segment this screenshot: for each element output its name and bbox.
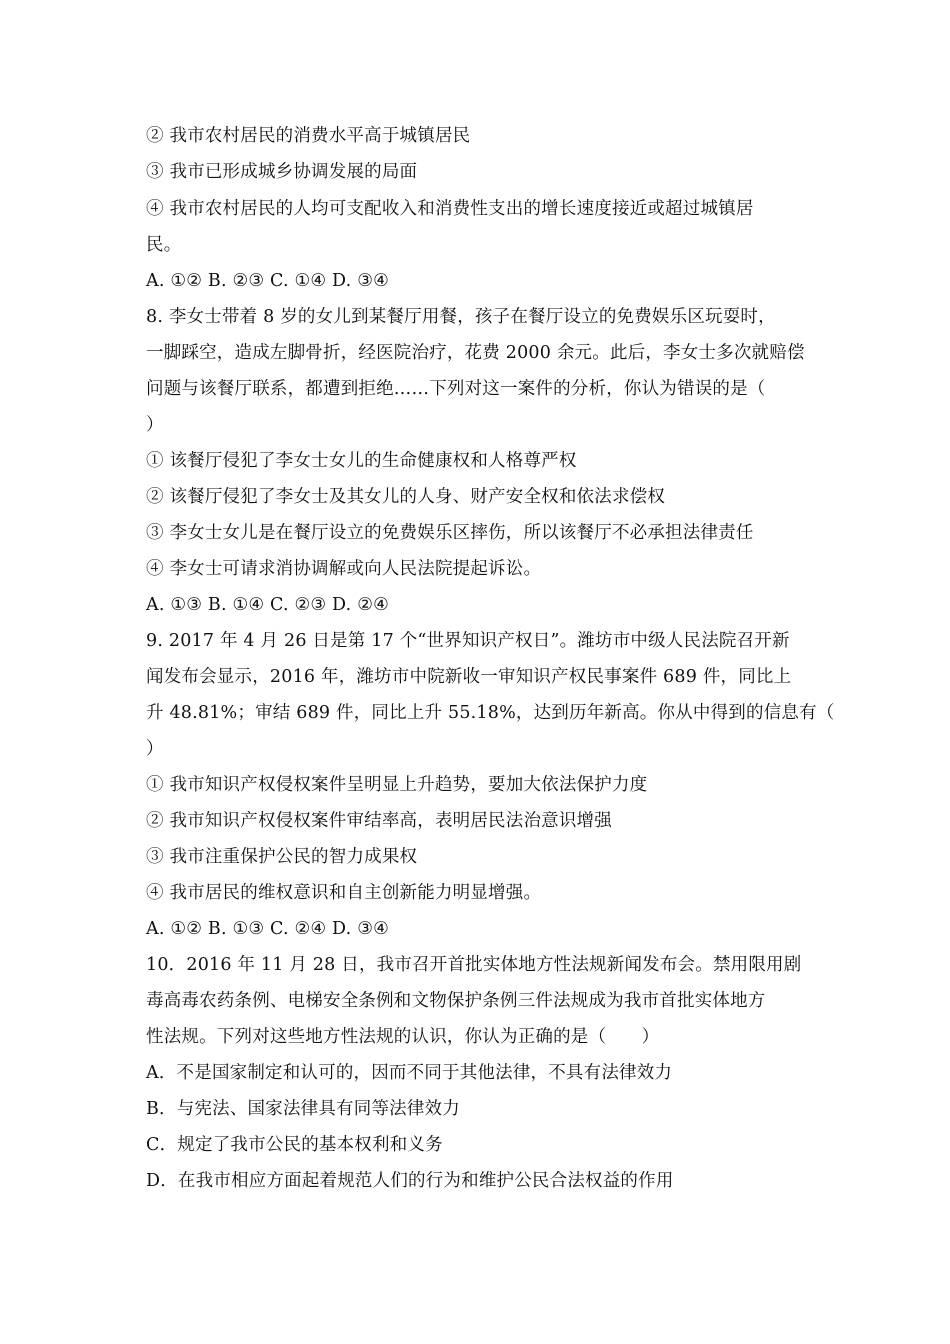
q8-stem-line-1: 8. 李女士带着 8 岁的女儿到某餐厅用餐，孩子在餐厅设立的免费娱乐区玩耍时， <box>146 307 776 327</box>
q10-stem-line-3: 性法规。下列对这些地方性法规的认识，你认为正确的是（ ） <box>146 1027 660 1047</box>
q10-option-a: A．不是国家制定和认可的，因而不同于其他法律，不具有法律效力 <box>146 1063 673 1083</box>
q9-stem-line-3: 升 48.81%；审结 689 件，同比上升 55.18%，达到历年新高。你从中得到的信息有（ <box>146 703 835 723</box>
q8-option-1: ① 该餐厅侵犯了李女士女儿的生命健康权和人格尊严权 <box>146 451 577 471</box>
q10-option-b: B．与宪法、国家法律具有同等法律效力 <box>146 1099 460 1119</box>
q9-answer-choices: A. ①② B. ①③ C. ②④ D. ③④ <box>146 919 389 939</box>
q8-stem-line-2: 一脚踩空，造成左脚骨折，经医院治疗，花费 2000 余元。此后，李女士多次就赔偿 <box>146 343 805 363</box>
q8-answer-choices: A. ①③ B. ①④ C. ②③ D. ②④ <box>146 595 389 615</box>
q8-option-3: ③ 李女士女儿是在餐厅设立的免费娱乐区摔伤，所以该餐厅不必承担法律责任 <box>146 523 754 543</box>
q7-option-3: ③ 我市已形成城乡协调发展的局面 <box>146 162 418 182</box>
q8-stem-line-4: ） <box>146 415 164 435</box>
q10-stem-line-1: 10．2016 年 11 月 28 日，我市召开首批实体地方性法规新闻发布会。禁用限用剧 <box>146 955 802 975</box>
q10-option-c: C．规定了我市公民的基本权利和义务 <box>146 1135 443 1155</box>
q9-option-1: ① 我市知识产权侵权案件呈明显上升趋势，要加大依法保护力度 <box>146 775 648 795</box>
q10-stem-line-2: 毒高毒农药条例、电梯安全条例和文物保护条例三件法规成为我市首批实体地方 <box>146 991 766 1011</box>
q8-option-2: ② 该餐厅侵犯了李女士及其女儿的人身、财产安全权和依法求偿权 <box>146 487 666 507</box>
q7-option-2: ② 我市农村居民的消费水平高于城镇居民 <box>146 126 471 146</box>
q9-option-2: ② 我市知识产权侵权案件审结率高，表明居民法治意识增强 <box>146 811 612 831</box>
q7-option-4: ④ 我市农村居民的人均可支配收入和消费性支出的增长速度接近或超过城镇居 <box>146 199 754 219</box>
q9-stem-line-2: 闻发布会显示，2016 年，潍坊市中院新收一审知识产权民事案件 689 件，同比上 <box>146 667 792 687</box>
q9-option-3: ③ 我市注重保护公民的智力成果权 <box>146 847 418 867</box>
q7-option-4-continued: 民。 <box>146 235 182 255</box>
q9-stem-line-4: ） <box>146 739 164 759</box>
q8-stem-line-3: 问题与该餐厅联系，都遭到拒绝……下列对这一案件的分析，你认为错误的是（ <box>146 379 766 399</box>
q9-stem-line-1: 9. 2017 年 4 月 26 日是第 17 个“世界知识产权日”。潍坊市中级人民法院召开新 <box>146 631 790 651</box>
q8-option-4: ④ 李女士可请求消协调解或向人民法院提起诉讼。 <box>146 559 542 579</box>
q7-answer-choices: A. ①② B. ②③ C. ①④ D. ③④ <box>146 271 389 291</box>
q10-option-d: D．在我市相应方面起着规范人们的行为和维护公民合法权益的作用 <box>146 1171 674 1191</box>
q9-option-4: ④ 我市居民的维权意识和自主创新能力明显增强。 <box>146 883 542 903</box>
